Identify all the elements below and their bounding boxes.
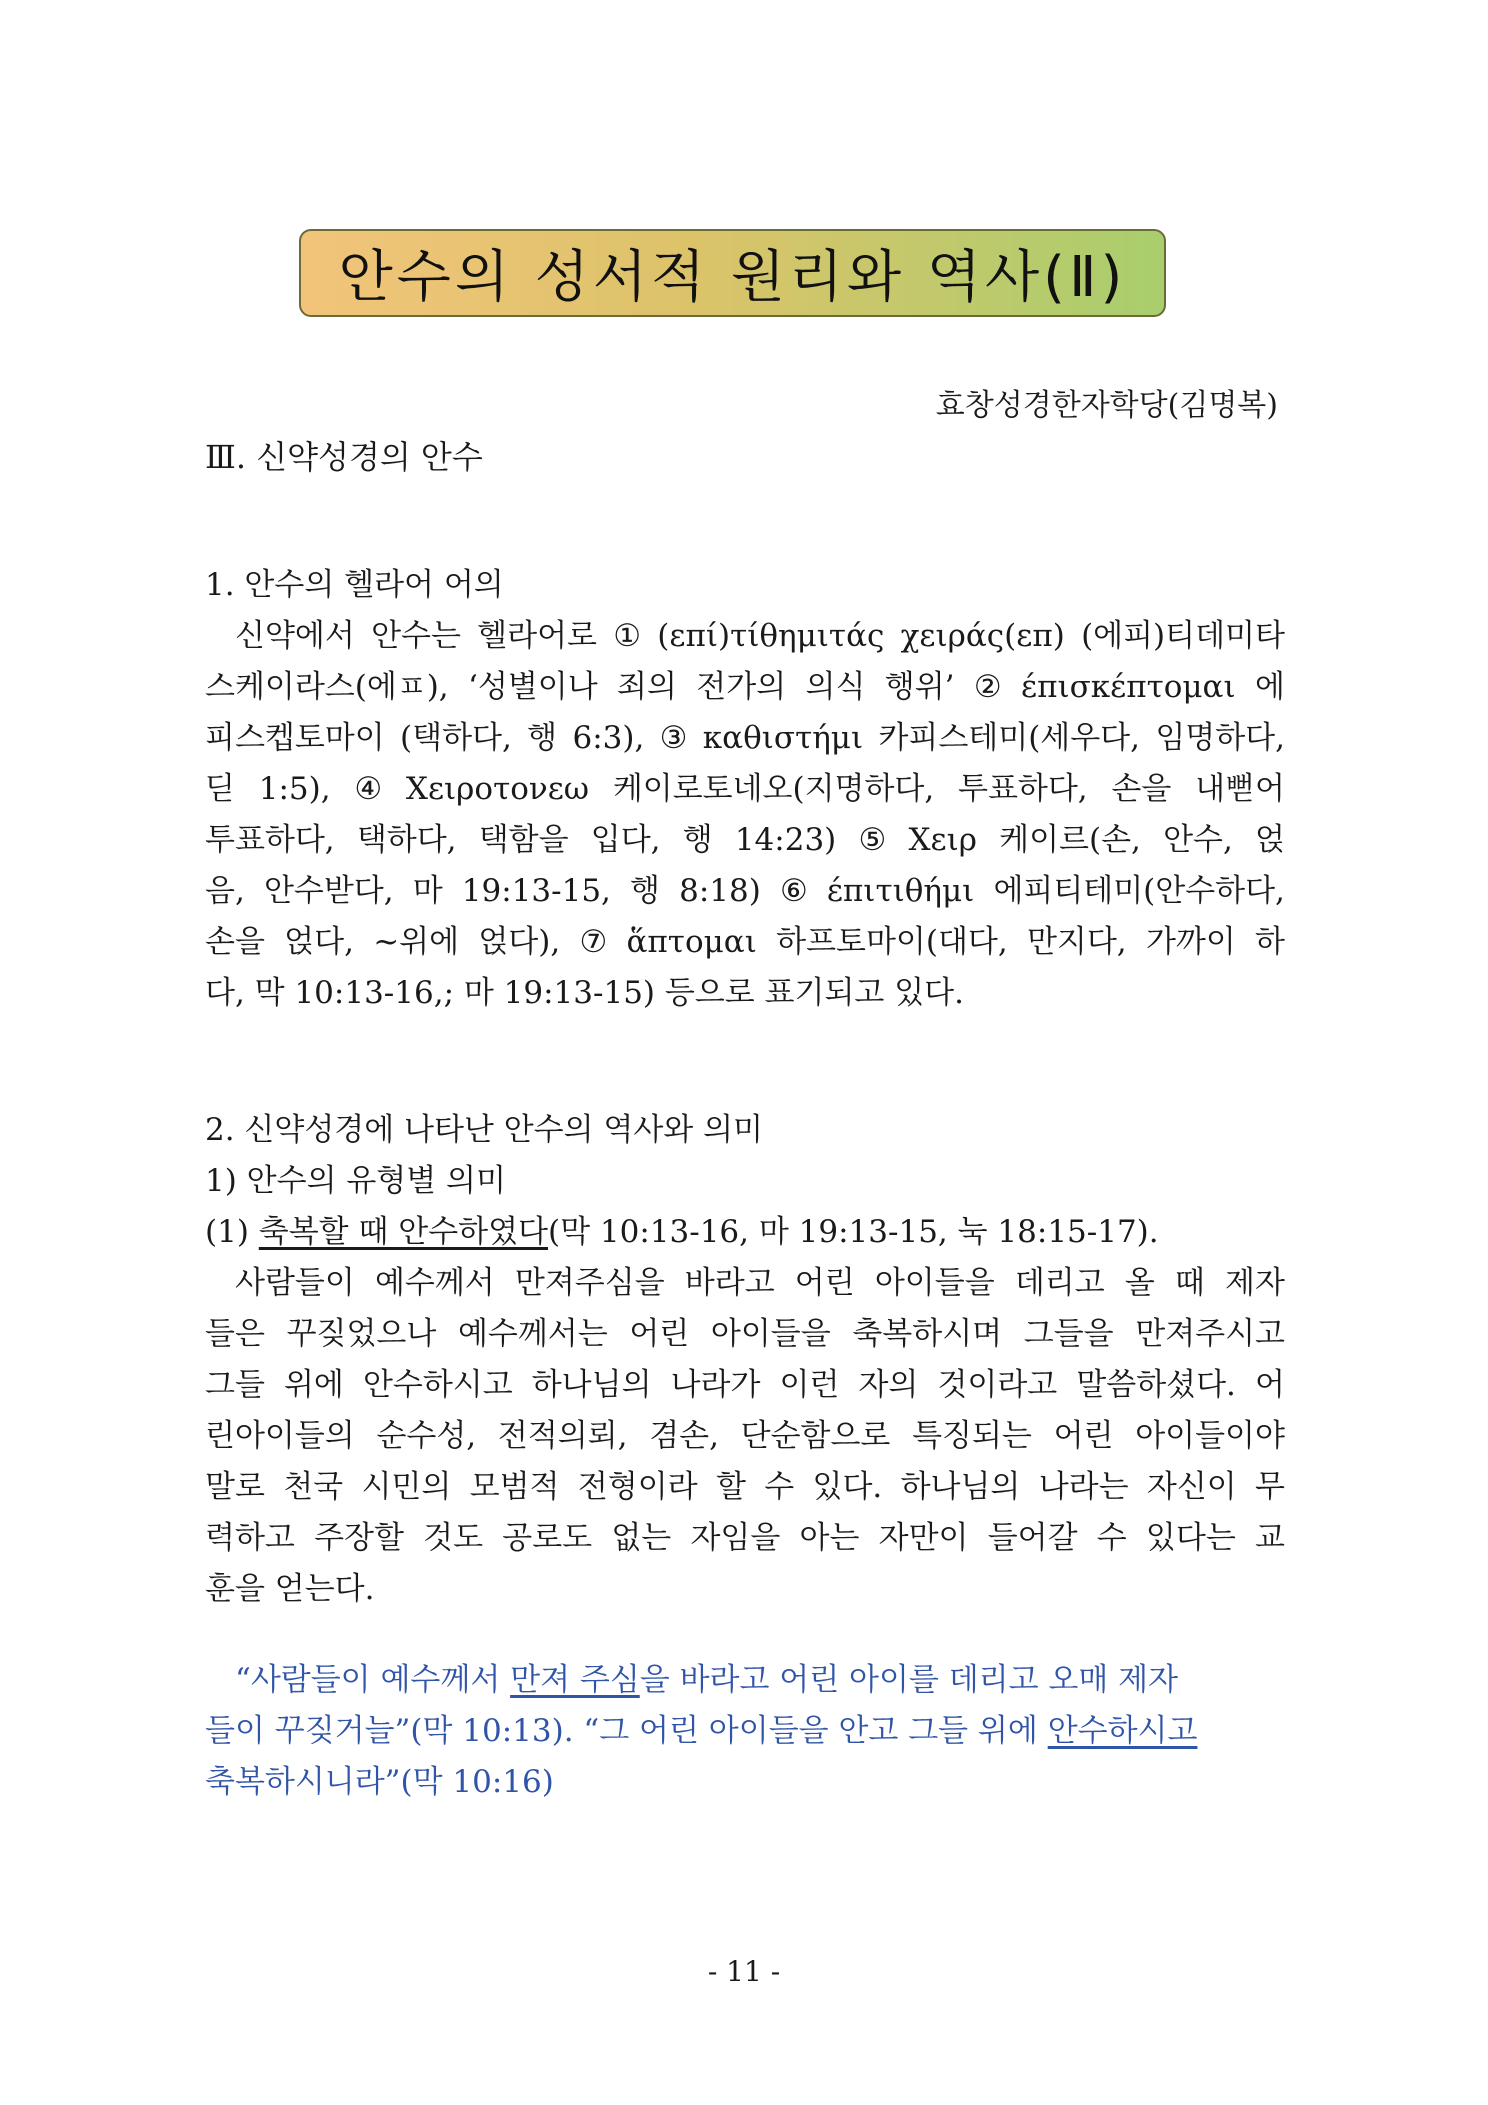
word: 마 (412, 873, 443, 909)
word: Χειρ (908, 822, 977, 858)
word: 카피스테미(세우다, (878, 720, 1140, 756)
item-1-prefix: (1) (205, 1214, 259, 1250)
word: 만지다, (1026, 924, 1127, 960)
word: 아는 (799, 1520, 860, 1556)
word: ἅπτομαι (626, 924, 757, 960)
word: 행 (682, 822, 713, 858)
word: 자만이 (878, 1520, 969, 1556)
paragraph-1-line (205, 611, 1285, 662)
word: 시민의 (361, 1469, 452, 1505)
paragraph-1-line (205, 917, 1285, 968)
word: 있다. (812, 1469, 883, 1505)
word: (에피)티데미타 (1081, 618, 1285, 654)
word: 안수는 (371, 618, 461, 654)
title-banner (299, 229, 1166, 317)
paragraph-2-line (205, 1309, 1285, 1360)
word: 어린 (629, 1316, 690, 1352)
word: 손을 (1111, 771, 1172, 807)
word: 올 (1124, 1265, 1155, 1301)
quote-line-1 (205, 1655, 1285, 1706)
word: 내뻗어 (1195, 771, 1285, 807)
item-1-heading (205, 1207, 1285, 1258)
word: 딛 (205, 771, 235, 807)
word: έπιτιθήμι (826, 873, 975, 909)
word: 것이라고 (937, 1367, 1058, 1403)
word: 수 (1096, 1520, 1127, 1556)
word: 때 (1174, 1265, 1205, 1301)
word: ① (613, 618, 642, 654)
sub-heading-2-1: 1) 안수의 유형별 의미 (205, 1163, 506, 1199)
word: καθιστήμι (702, 720, 864, 756)
word: 데리고 (1014, 1265, 1105, 1301)
word: 전형이라 (577, 1469, 698, 1505)
paragraph-1-line: 다, 막 10:13-16,; 마 19:13-15) 등으로 표기되고 있다. (205, 975, 964, 1011)
word: ⑥ (779, 873, 808, 909)
word: 아이들을 (874, 1265, 995, 1301)
word: 케이로토네오(지명하다, (612, 771, 935, 807)
word: 제자 (1225, 1265, 1285, 1301)
word: 꾸짖었으나 (286, 1316, 437, 1352)
word: 하나님의 (531, 1367, 652, 1403)
paragraph-2-line: 훈을 얻는다. (205, 1571, 375, 1607)
word: 자신이 (1146, 1469, 1237, 1505)
quote-text: “사람들이 예수께서 (235, 1662, 511, 1698)
paragraph-1-line (205, 866, 1285, 917)
quote-underlined: 안수하시고 (1047, 1713, 1198, 1749)
word: 케이르(손, (999, 822, 1141, 858)
word: 축복하시며 (852, 1316, 1003, 1352)
word: 입다, (590, 822, 661, 858)
word: 6:3), (572, 720, 645, 756)
word: 행위’ (884, 669, 955, 705)
quote-text: 들이 꾸짖거늘”(막 10:13). “그 어린 아이들을 안고 그들 위에 (205, 1713, 1048, 1749)
word: 안수받다, (263, 873, 394, 909)
item-1-rest: (막 10:13-16, 마 19:13-15, 눅 18:15-17). (548, 1214, 1159, 1250)
word: 투표하다, (205, 822, 335, 858)
word: 안수, (1163, 822, 1233, 858)
word: 행 (630, 873, 660, 909)
word: 그들을 (1023, 1316, 1114, 1352)
word: 음, (205, 873, 245, 909)
author-line: 효창성경한자학당(김명복) (935, 388, 1278, 423)
word: 무 (1255, 1469, 1285, 1505)
word: 순수성, (376, 1418, 477, 1454)
word: 수 (764, 1469, 795, 1505)
section-2 (205, 1105, 1285, 1615)
word: 전적의뢰, (497, 1418, 628, 1454)
word: 예수께서는 (457, 1316, 608, 1352)
word: 겸손, (649, 1418, 719, 1454)
word: ⑦ (579, 924, 608, 960)
quote-line-3: 축복하시니라”(막 10:16) (205, 1764, 554, 1800)
word: 어린 (794, 1265, 855, 1301)
word: ~위에 (373, 924, 460, 960)
word: 죄의 (617, 669, 677, 705)
word: 19:13-15, (461, 873, 611, 909)
word: 없는 (611, 1520, 672, 1556)
word: 말로 (205, 1469, 265, 1505)
word: 얹 (1255, 822, 1285, 858)
word: 행 (527, 720, 558, 756)
word: 가까이 (1145, 924, 1236, 960)
word: ‘성별이나 (468, 669, 598, 705)
word: 얹다, (284, 924, 354, 960)
word: 임명하다, (1155, 720, 1285, 756)
word: 그들 (205, 1367, 265, 1403)
word: 에피티테미(안수하다, (993, 873, 1285, 909)
word: 력하고 (205, 1520, 295, 1556)
word: 안수하시고 (362, 1367, 513, 1403)
word: 만져주심을 (514, 1265, 665, 1301)
quote-text: 을 바라고 어린 아이를 데리고 오매 제자 (639, 1662, 1179, 1698)
word: 1:5), (258, 771, 331, 807)
sub-heading-2: 2. 신약성경에 나타난 안수의 역사와 의미 (205, 1112, 763, 1148)
sub-heading-1: 1. 안수의 헬라어 어의 (205, 567, 504, 603)
word: 말씀하셨다. (1076, 1367, 1236, 1403)
page-number: - 11 - (707, 1955, 781, 1988)
word: 손을 (205, 924, 265, 960)
word: ④ (354, 771, 383, 807)
scripture-quote (205, 1655, 1285, 1808)
word: 전가의 (696, 669, 787, 705)
paragraph-1-line (205, 662, 1285, 713)
word: 천국 (283, 1469, 344, 1505)
word: 14:23) (734, 822, 837, 858)
word: 의식 (805, 669, 866, 705)
word: 아이들을 (710, 1316, 831, 1352)
word: 위에 (283, 1367, 344, 1403)
word: 특징되는 (912, 1418, 1032, 1454)
word: 나라는 (1038, 1469, 1129, 1505)
section-1 (205, 560, 1285, 1019)
word: 8:18) (679, 873, 761, 909)
word: ⑤ (858, 822, 887, 858)
word: 린아이들의 (205, 1418, 355, 1454)
word: 하프토마이(대다, (776, 924, 1008, 960)
word: 얹다), (478, 924, 561, 960)
item-1-underlined: 축복할 때 안수하였다 (258, 1214, 548, 1250)
word: ③ (659, 720, 688, 756)
word: 어린 (1053, 1418, 1114, 1454)
word: 하나님의 (900, 1469, 1021, 1505)
word: 주장할 (314, 1520, 404, 1556)
word: 모범적 (469, 1469, 560, 1505)
paragraph-2-line (205, 1258, 1285, 1309)
word: 에 (1255, 669, 1285, 705)
word: 공로도 (502, 1520, 593, 1556)
word: 어 (1254, 1367, 1285, 1403)
word: 할 (715, 1469, 746, 1505)
word: χειράς(επ) (900, 618, 1065, 654)
word: 교 (1254, 1520, 1285, 1556)
paragraph-2-line (205, 1360, 1285, 1411)
word: 투표하다, (958, 771, 1088, 807)
word: 자의 (858, 1367, 919, 1403)
paragraph-1-line (205, 815, 1285, 866)
word: 예수께서 (374, 1265, 495, 1301)
word: 자임을 (690, 1520, 781, 1556)
word: 택함을 (478, 822, 569, 858)
word: 하 (1255, 924, 1285, 960)
word: έπισκέπτομαι (1021, 669, 1236, 705)
paragraph-2-line (205, 1513, 1285, 1564)
paragraph-1-line (205, 713, 1285, 764)
word: ② (973, 669, 1002, 705)
paragraph-2-line (205, 1411, 1285, 1462)
paragraph-2-line (205, 1462, 1285, 1513)
word: (επί)τίθημιτάς (657, 618, 885, 654)
word: 사람들이 (235, 1265, 355, 1301)
quote-underlined: 만져 주심 (510, 1662, 640, 1698)
quote-line-2 (205, 1706, 1285, 1757)
word: 택하다, (356, 822, 457, 858)
paragraph-1-line (205, 764, 1285, 815)
word: 바라고 (684, 1265, 775, 1301)
document-title: 안수의 성서적 원리와 역사(Ⅱ) (338, 245, 1127, 310)
word: 들은 (205, 1316, 265, 1352)
word: 단순함으로 (740, 1418, 891, 1454)
word: (택하다, (400, 720, 512, 756)
section-heading: Ⅲ. 신약성경의 안수 (205, 438, 483, 476)
word: 만져주시고 (1135, 1316, 1285, 1352)
word: 나라가 (670, 1367, 761, 1403)
word: 헬라어로 (477, 618, 597, 654)
word: 이런 (779, 1367, 840, 1403)
word: Χειροτονεω (405, 771, 590, 807)
word: 것도 (423, 1520, 484, 1556)
word: 스케이라스(에ㅍ), (205, 669, 449, 705)
word: 있다는 (1145, 1520, 1236, 1556)
word: 신약에서 (235, 618, 355, 654)
word: 아이들이야 (1135, 1418, 1285, 1454)
word: 피스켑토마이 (205, 720, 385, 756)
word: 들어갈 (987, 1520, 1078, 1556)
